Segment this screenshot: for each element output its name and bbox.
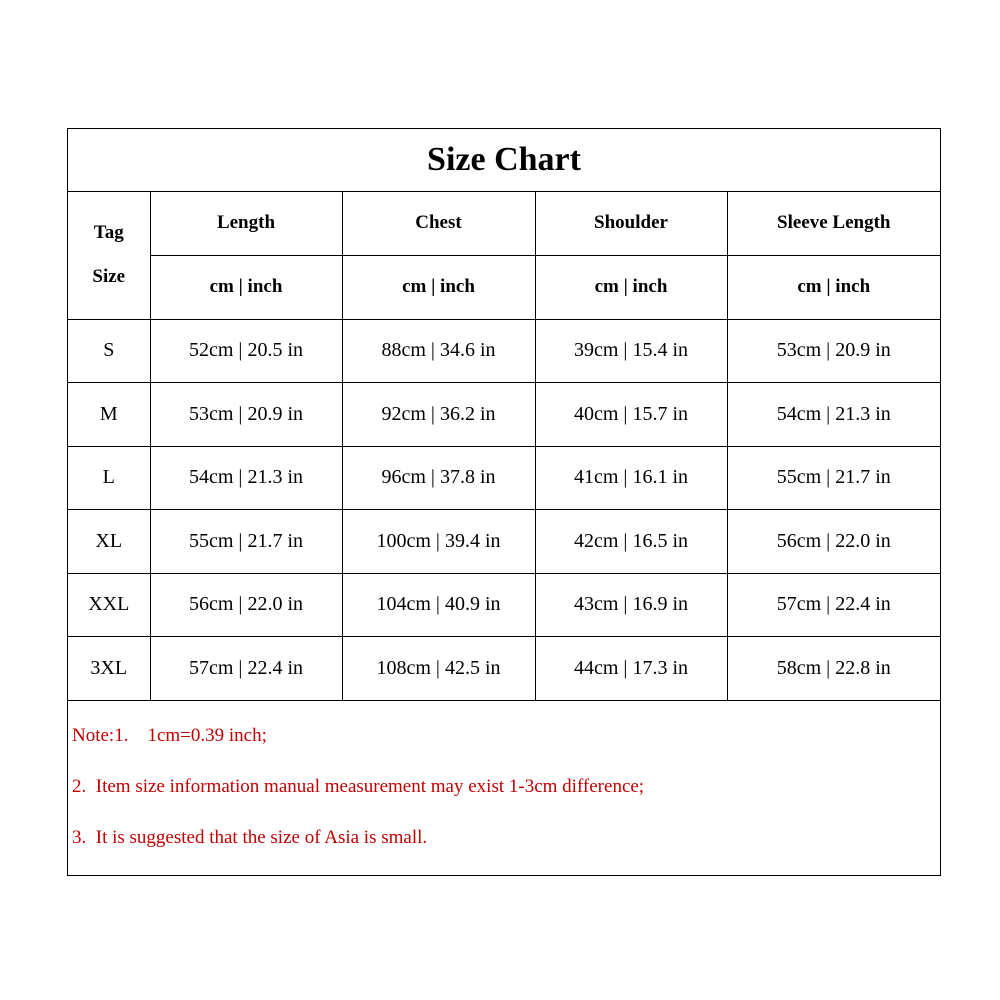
chest-cell: 88cm | 34.6 in — [342, 319, 535, 383]
sleeve-cell: 56cm | 22.0 in — [727, 510, 940, 574]
shoulder-cell: 44cm | 17.3 in — [535, 637, 727, 701]
length-header: Length — [150, 192, 342, 255]
chest-cell: 100cm | 39.4 in — [342, 510, 535, 574]
sleeve-cell: 57cm | 22.4 in — [727, 573, 940, 637]
shoulder-cell: 40cm | 15.7 in — [535, 383, 727, 447]
table-row — [68, 510, 940, 574]
size-chart — [67, 128, 941, 876]
table-row — [68, 446, 940, 510]
size-table — [68, 192, 940, 701]
length-cell: 55cm | 21.7 in — [150, 510, 342, 574]
shoulder-cell: 39cm | 15.4 in — [535, 319, 727, 383]
chest-cell: 96cm | 37.8 in — [342, 446, 535, 510]
sleeve-cell: 58cm | 22.8 in — [727, 637, 940, 701]
chest-cell: 108cm | 42.5 in — [342, 637, 535, 701]
shoulder-header: Shoulder — [535, 192, 727, 255]
size-cell: 3XL — [68, 637, 150, 701]
chart-title: Size Chart — [68, 129, 940, 192]
chest-cell: 104cm | 40.9 in — [342, 573, 535, 637]
header-row — [68, 192, 940, 255]
sleeve-cell: 55cm | 21.7 in — [727, 446, 940, 510]
tag-label: Tag — [93, 222, 124, 244]
table-row — [68, 637, 940, 701]
length-cell: 52cm | 20.5 in — [150, 319, 342, 383]
sleeve-cell: 53cm | 20.9 in — [727, 319, 940, 383]
length-cell: 54cm | 21.3 in — [150, 446, 342, 510]
chest-header: Chest — [342, 192, 535, 255]
sleeve-unit: cm | inch — [727, 255, 940, 319]
length-unit: cm | inch — [150, 255, 342, 319]
shoulder-unit: cm | inch — [535, 255, 727, 319]
note-1: Note:1. 1cm=0.39 inch; — [72, 725, 267, 746]
length-cell: 57cm | 22.4 in — [150, 637, 342, 701]
size-label: Size — [92, 266, 126, 288]
unit-row — [68, 255, 940, 319]
shoulder-cell: 43cm | 16.9 in — [535, 573, 727, 637]
shoulder-cell: 41cm | 16.1 in — [535, 446, 727, 510]
size-cell: XL — [68, 510, 150, 574]
size-cell: L — [68, 446, 150, 510]
size-cell: S — [68, 319, 150, 383]
size-cell: XXL — [68, 573, 150, 637]
table-row — [68, 573, 940, 637]
sleeve-cell: 54cm | 21.3 in — [727, 383, 940, 447]
size-cell: M — [68, 383, 150, 447]
note-3: 3. It is suggested that the size of Asia is small. — [72, 827, 428, 848]
table-row — [68, 383, 940, 447]
table-row — [68, 319, 940, 383]
length-cell: 53cm | 20.9 in — [150, 383, 342, 447]
chest-cell: 92cm | 36.2 in — [342, 383, 535, 447]
length-cell: 56cm | 22.0 in — [150, 573, 342, 637]
shoulder-cell: 42cm | 16.5 in — [535, 510, 727, 574]
chest-unit: cm | inch — [342, 255, 535, 319]
sleeve-length-header: Sleeve Length — [727, 192, 940, 255]
note-2: 2. Item size information manual measurement may exist 1-3cm difference; — [72, 776, 645, 797]
tag-size-header — [68, 192, 150, 319]
